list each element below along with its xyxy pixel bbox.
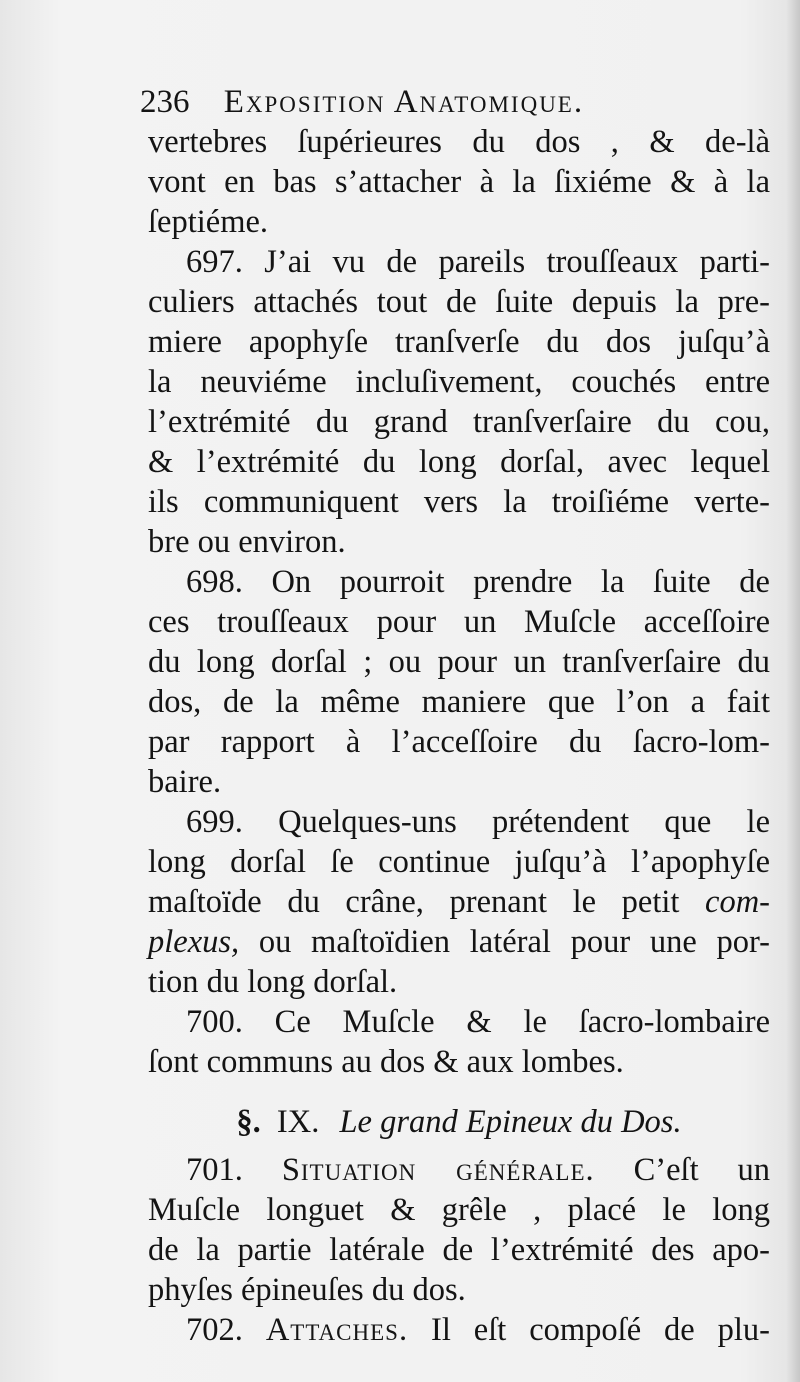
text-line: Muſcle longuet & grêle , placé le long: [148, 1192, 770, 1228]
text-line: tion du long dorſal.: [148, 964, 398, 1000]
paragraph-caps: Situation générale.: [281, 1152, 595, 1188]
line-text: C’eſt un: [633, 1152, 771, 1188]
text-line: phyſes épineuſes du dos.: [148, 1272, 466, 1308]
italic-term: com-: [705, 884, 770, 920]
text-line: & l’extrémité du long dorſal, avec lequel: [148, 444, 770, 480]
running-header: [140, 82, 680, 122]
text-line: culiers attachés tout de ſuite depuis la pre-: [148, 284, 770, 320]
text-line: ils communiquent vers la troiſiéme verte-: [148, 484, 770, 520]
line-text: Il eſt compoſé de plu-: [431, 1312, 771, 1348]
text-line: de la partie latérale de l’extrémité des apo-: [148, 1232, 770, 1268]
text-line: 697. J’ai vu de pareils trouſſeaux parti-: [186, 244, 770, 280]
text-line: miere apophyſe tranſverſe du dos juſqu’à: [148, 324, 770, 360]
text-line: 698. On pourroit prendre la ſuite de: [186, 564, 770, 600]
section-symbol: §.: [236, 1104, 261, 1140]
text-line: 699. Quelques-uns prétendent que le: [186, 804, 770, 840]
text-line: [148, 882, 770, 922]
text-line: [148, 1310, 770, 1350]
paragraph-number: 702.: [186, 1312, 243, 1348]
text-line: vertebres ſupérieures du dos , & de-là: [148, 124, 770, 160]
text-line: dos, de la même maniere que l’on a fait: [148, 684, 770, 720]
page-number: 236: [140, 84, 190, 120]
text-line: l’extrémité du grand tranſverſaire du cou,: [148, 404, 770, 440]
text-line: 700. Ce Muſcle & le ſacro-lombaire: [186, 1004, 770, 1040]
text-line: ſeptiéme.: [148, 204, 269, 240]
text-line: long dorſal ſe continue juſqu’à l’apophyſe: [148, 844, 770, 880]
text-line: baire.: [148, 764, 222, 800]
page-shadow-edge: [786, 0, 800, 1382]
text-line: vont en bas s’attacher à la ſixiéme & à la: [148, 164, 770, 200]
page-body: [148, 122, 770, 1350]
text-line: la neuviéme incluſivement, couchés entre: [148, 364, 770, 400]
paragraph-caps: Attaches.: [265, 1312, 409, 1348]
section-heading: [148, 1102, 770, 1142]
line-text: maſtoïde du crâne, prenant le petit: [148, 884, 680, 920]
paragraph-number: 701.: [186, 1152, 243, 1188]
text-line: par rapport à l’acceſſoire du ſacro-lom-: [148, 724, 770, 760]
text-line: du long dorſal ; ou pour un tranſverſaire du: [148, 644, 770, 680]
section-title: Le grand Epineux du Dos.: [339, 1104, 682, 1140]
line-text: ou maſtoïdien latéral pour une por-: [258, 924, 770, 960]
section-number: IX.: [276, 1104, 320, 1140]
text-line: ces trouſſeaux pour un Muſcle acceſſoire: [148, 604, 770, 640]
text-line: ſont communs au dos & aux lombes.: [148, 1044, 624, 1080]
text-line: [148, 922, 770, 962]
text-line: bre ou environ.: [148, 524, 346, 560]
italic-term: plexus,: [148, 924, 240, 960]
text-line: [148, 1150, 770, 1190]
running-title: Exposition Anatomique.: [223, 84, 585, 120]
